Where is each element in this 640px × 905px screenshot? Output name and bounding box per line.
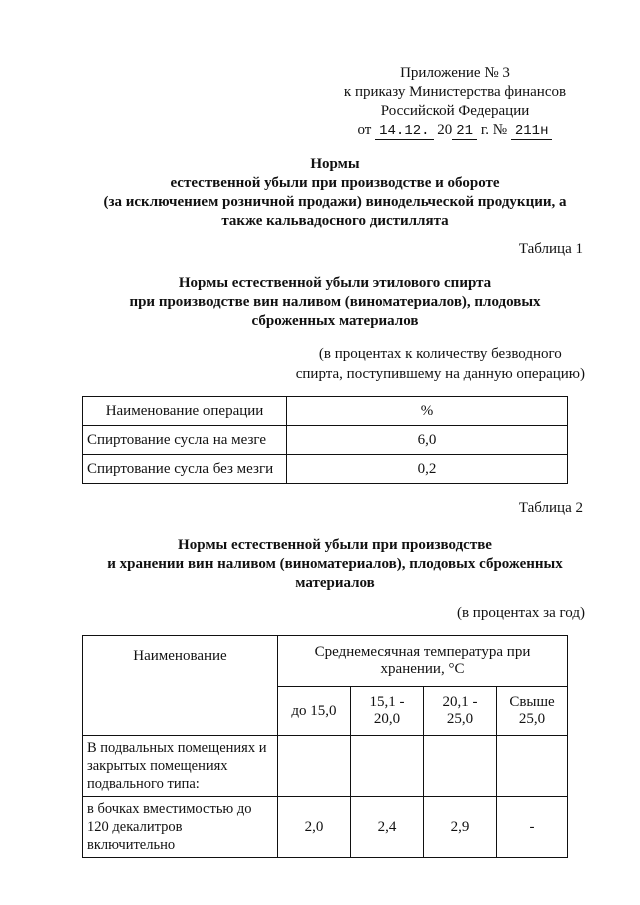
- temp-column-header: Свыше 25,0: [497, 687, 568, 736]
- attachment-number: Приложение № 3: [400, 65, 510, 81]
- empty-cell: [351, 736, 424, 797]
- year-prefix: 20: [437, 122, 453, 138]
- main-title-line: Нормы: [310, 156, 360, 172]
- table-row: [83, 426, 568, 455]
- temp-column-header: до 15,0: [278, 687, 351, 736]
- operation-name: Спиртование сусла на мезге: [83, 426, 287, 455]
- table-row: [83, 455, 568, 484]
- attachment-date-line: [330, 121, 580, 140]
- table1-label: Таблица 1: [518, 241, 583, 257]
- row-value: 2,0: [278, 797, 351, 858]
- temp-column-header: 20,1 - 25,0: [424, 687, 497, 736]
- column-header-operation: Наименование операции: [83, 397, 287, 426]
- empty-cell: [497, 736, 568, 797]
- table-section-row: [83, 736, 568, 797]
- table1-unit-line: (в процентах к количеству безводного: [318, 346, 562, 362]
- table-row: [83, 797, 568, 858]
- table1-title-line: при производстве вин наливом (виноматериалов), плодовых: [129, 294, 541, 310]
- table1-unit-line: спирта, поступившему на данную операцию): [295, 366, 585, 382]
- row-name: в бочках вместимостью до 120 декалитров включительно: [83, 797, 278, 858]
- table2: [82, 635, 568, 858]
- table-header-row: [83, 636, 568, 687]
- table1-title-line: Нормы естественной убыли этилового спирта: [178, 275, 492, 291]
- row-value: 2,9: [424, 797, 497, 858]
- operation-value: 0,2: [287, 455, 568, 484]
- section-name: В подвальных помещениях и закрытых помещениях подвального типа:: [83, 736, 278, 797]
- table1-title: [70, 274, 600, 331]
- operation-value: 6,0: [287, 426, 568, 455]
- main-title-line: также кальвадосного дистиллята: [221, 213, 449, 229]
- table2-title-line: и хранении вин наливом (виноматериалов), плодовых сброженных: [107, 556, 563, 572]
- column-header-temperature: Среднемесячная температура при хранении, °С: [278, 636, 568, 687]
- row-value: -: [497, 797, 568, 858]
- main-title-line: естественной убыли при производстве и обороте: [170, 175, 500, 191]
- table2-unit: (в процентах за год): [456, 605, 585, 621]
- empty-cell: [278, 736, 351, 797]
- table2-title-line: Нормы естественной убыли при производстве: [178, 537, 492, 553]
- operation-name: Спиртование сусла без мезги: [83, 455, 287, 484]
- attachment-order: к приказу Министерства финансов: [343, 84, 567, 100]
- empty-cell: [424, 736, 497, 797]
- table2-title-line: материалов: [295, 575, 375, 591]
- main-title: [70, 155, 600, 231]
- date-prefix: от: [357, 122, 372, 138]
- temp-column-header: 15,1 - 20,0: [351, 687, 424, 736]
- table1-title-line: сброженных материалов: [251, 313, 419, 329]
- column-header-name: Наименование: [83, 636, 278, 736]
- number-prefix: г. №: [480, 122, 508, 138]
- table2-title: [70, 536, 600, 593]
- main-title-line: (за исключением розничной продажи) винодельческой продукции, а: [103, 194, 567, 210]
- attachment-header: [330, 64, 580, 140]
- year-value: 21: [452, 124, 477, 140]
- column-header-percent: %: [287, 397, 568, 426]
- table2-label: Таблица 2: [518, 500, 583, 516]
- table1: [82, 396, 568, 484]
- table1-unit: [296, 344, 585, 384]
- table-header-row: [83, 397, 568, 426]
- attachment-ministry: Российской Федерации: [380, 103, 530, 119]
- date-value: 14.12.: [375, 124, 433, 140]
- order-number: 211н: [511, 124, 553, 140]
- row-value: 2,4: [351, 797, 424, 858]
